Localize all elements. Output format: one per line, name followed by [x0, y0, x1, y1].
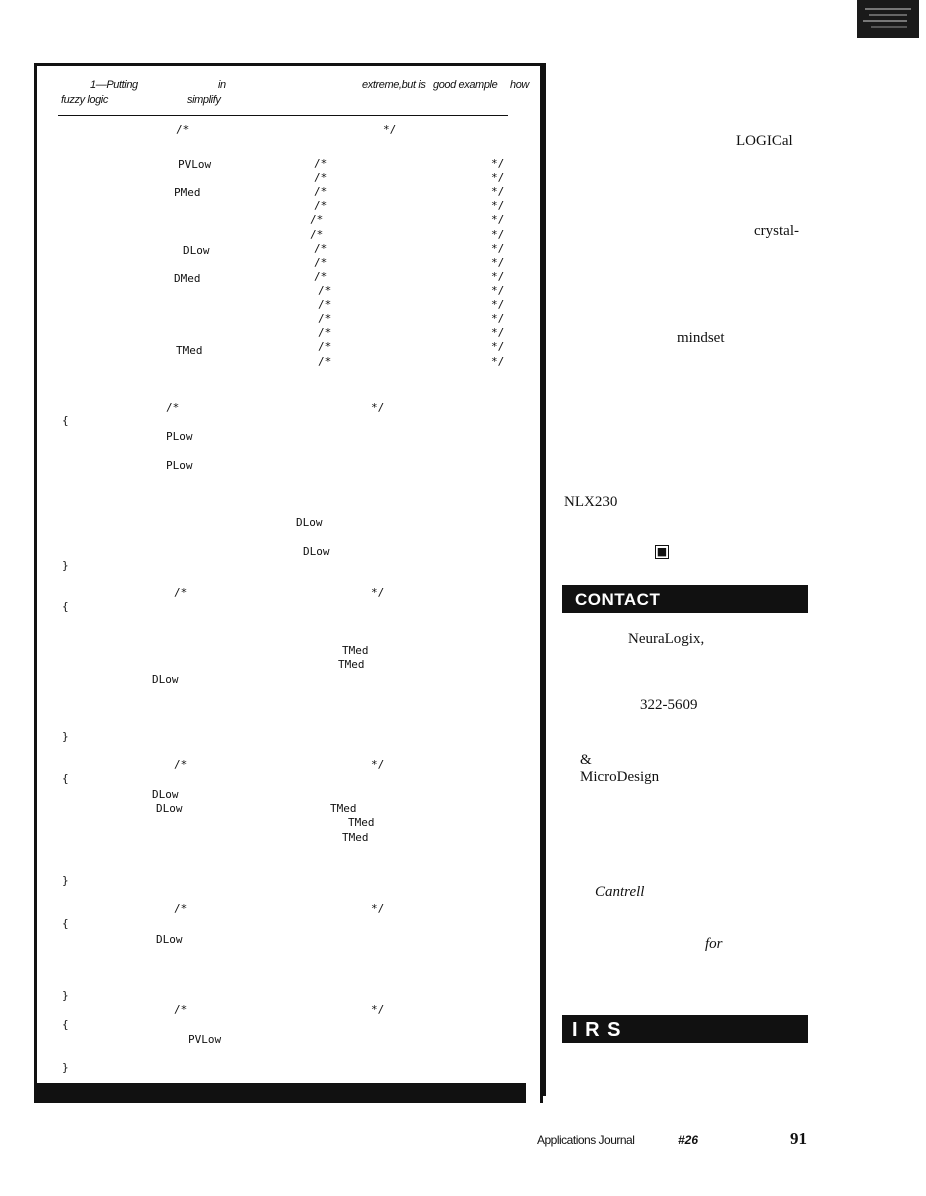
corner-logo-texture	[865, 8, 911, 10]
corner-logo-texture	[871, 26, 907, 28]
brace-close: }	[62, 730, 69, 743]
code-label: TMed	[342, 644, 369, 657]
comment-open: /*	[314, 157, 328, 170]
body-text-fragment: crystal-	[754, 223, 799, 239]
comment-open: /*	[314, 256, 328, 269]
comment-open: /*	[314, 199, 328, 212]
brace-open: {	[62, 772, 69, 785]
comment-close: */	[491, 326, 505, 339]
body-text-fragment: Cantrell	[595, 884, 645, 900]
code-label: PLow	[166, 430, 193, 443]
brace-close: }	[62, 874, 69, 887]
comment-open: /*	[314, 171, 328, 184]
brace-close: }	[62, 559, 69, 572]
comment-close: */	[383, 123, 397, 136]
comment-close: */	[491, 199, 505, 212]
body-text-fragment: mindset	[677, 330, 725, 346]
code-label: DMed	[174, 272, 201, 285]
comment-open: /*	[314, 270, 328, 283]
corner-logo-texture	[869, 14, 907, 16]
caption-word: 1—Putting	[90, 79, 138, 91]
code-label: DLow	[156, 933, 183, 946]
body-text-fragment: NLX230	[564, 494, 618, 510]
page-number: 91	[790, 1129, 807, 1148]
comment-close: */	[371, 401, 385, 414]
brace-open: {	[62, 917, 69, 930]
comment-open: /*	[176, 123, 190, 136]
comment-close: */	[491, 256, 505, 269]
code-label: TMed	[338, 658, 365, 671]
caption-word: in	[218, 79, 226, 91]
caption-word: simplify	[187, 94, 221, 106]
comment-open: /*	[318, 312, 332, 325]
contact-heading-label: CONTACT	[575, 590, 661, 609]
code-label: DLow	[303, 545, 330, 558]
comment-close: */	[491, 312, 505, 325]
code-label: DLow	[152, 673, 179, 686]
corner-logo-texture	[863, 20, 907, 22]
column-divider	[543, 63, 546, 1096]
code-label: DLow	[156, 802, 183, 815]
comment-open: /*	[314, 242, 328, 255]
comment-open: /*	[166, 401, 180, 414]
comment-close: */	[371, 1003, 385, 1016]
caption-word: fuzzy logic	[61, 94, 108, 106]
comment-close: */	[491, 185, 505, 198]
listing-caption-rule	[58, 115, 508, 116]
comment-open: /*	[318, 355, 332, 368]
comment-close: */	[491, 270, 505, 283]
body-text-fragment: 322-5609	[640, 697, 698, 713]
body-text-fragment: LOGICal	[736, 133, 793, 149]
comment-close: */	[491, 340, 505, 353]
comment-close: */	[371, 586, 385, 599]
corner-logo	[857, 0, 919, 38]
code-label: DLow	[296, 516, 323, 529]
caption-word: extreme,but is	[362, 79, 426, 91]
comment-close: */	[491, 284, 505, 297]
comment-open: /*	[310, 213, 324, 226]
comment-open: /*	[314, 185, 328, 198]
comment-open: /*	[318, 340, 332, 353]
comment-close: */	[371, 758, 385, 771]
footer-journal: Applications Journal	[537, 1133, 635, 1147]
code-label: PVLow	[188, 1033, 222, 1046]
code-label: TMed	[342, 831, 369, 844]
comment-open: /*	[318, 326, 332, 339]
comment-close: */	[491, 298, 505, 311]
brace-open: {	[62, 1018, 69, 1031]
code-label: PLow	[166, 459, 193, 472]
comment-close: */	[491, 157, 505, 170]
body-text-fragment: &	[580, 752, 592, 768]
code-label: DLow	[152, 788, 179, 801]
comment-close: */	[491, 355, 505, 368]
irs-heading-label: I R S	[572, 1019, 622, 1041]
comment-close: */	[491, 171, 505, 184]
comment-open: /*	[318, 284, 332, 297]
comment-close: */	[491, 213, 505, 226]
brace-close: }	[62, 989, 69, 1002]
comment-close: */	[491, 242, 505, 255]
listing-box	[34, 63, 543, 1103]
caption-word: good example	[433, 79, 498, 91]
code-label: PMed	[174, 186, 201, 199]
body-text-fragment: NeuraLogix,	[628, 631, 705, 647]
code-label: TMed	[330, 802, 357, 815]
code-label: PVLow	[178, 158, 212, 171]
code-label: TMed	[348, 816, 375, 829]
comment-open: /*	[174, 902, 188, 915]
end-of-article-icon: ■	[656, 545, 668, 558]
caption-word: how	[510, 79, 529, 91]
contact-heading	[562, 585, 808, 613]
brace-open: {	[62, 600, 69, 613]
brace-open: {	[62, 414, 69, 427]
footer-issue: #26	[678, 1133, 699, 1147]
comment-open: /*	[318, 298, 332, 311]
body-text-fragment: for	[705, 936, 723, 952]
comment-open: /*	[174, 586, 188, 599]
comment-close: */	[491, 228, 505, 241]
listing-bottom-bar	[34, 1083, 526, 1103]
comment-open: /*	[174, 758, 188, 771]
code-label: TMed	[176, 344, 203, 357]
code-label: DLow	[183, 244, 210, 257]
comment-open: /*	[310, 228, 324, 241]
body-text-fragment: MicroDesign	[580, 769, 660, 785]
comment-close: */	[371, 902, 385, 915]
brace-close: }	[62, 1061, 69, 1074]
irs-heading	[562, 1015, 808, 1043]
comment-open: /*	[174, 1003, 188, 1016]
